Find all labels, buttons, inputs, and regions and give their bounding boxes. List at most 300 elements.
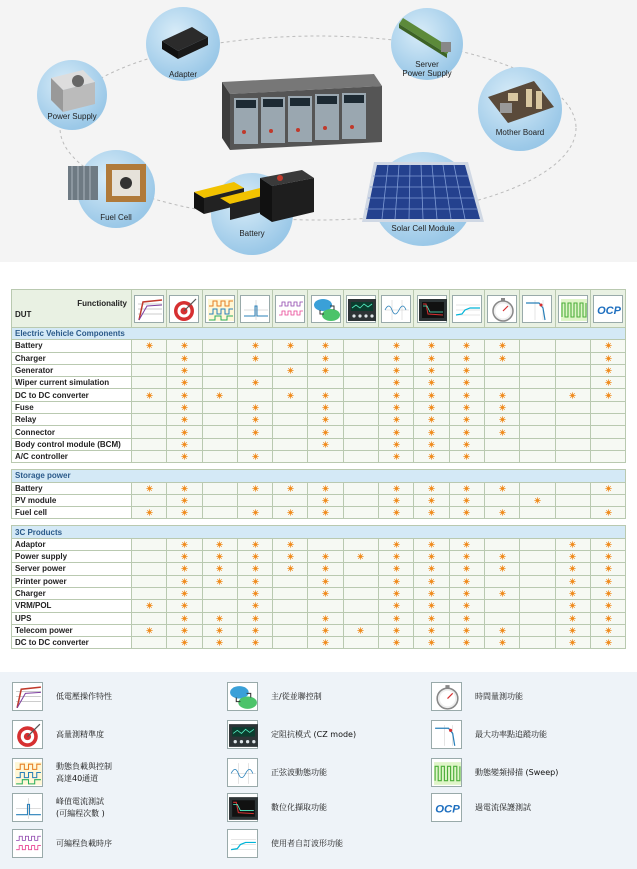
fuel-cell-label: Fuel Cell [100,213,132,222]
solar-panel-image [360,160,486,226]
matrix-cell [414,401,449,413]
applicable-mark-icon [556,578,590,585]
applicable-mark-icon [591,541,625,548]
sine-wave-icon [227,758,258,787]
table-row [12,563,626,575]
matrix-cell [308,563,343,575]
applicable-mark-icon [414,429,448,436]
matrix-cell [484,624,519,636]
peak-current-icon [12,793,43,822]
table-row [12,507,626,519]
matrix-cell [202,587,237,599]
applicable-mark-icon [167,639,201,646]
matrix-cell [273,563,308,575]
matrix-cell [414,377,449,389]
matrix-cell [484,507,519,519]
legend-label: 正弦波動態功能 [271,767,327,777]
column-header-master-slave [308,290,343,328]
applicable-mark-icon [167,553,201,560]
matrix-cell [343,600,378,612]
applicable-mark-icon [450,590,484,597]
matrix-cell [237,494,272,506]
applicable-mark-icon [167,453,201,460]
applicable-mark-icon [414,509,448,516]
row-label: Wiper current simulation [12,377,132,389]
matrix-cell [590,389,625,401]
matrix-cell [484,377,519,389]
timing-measurement-icon [431,682,462,711]
applicable-mark-icon [485,627,519,634]
section-header-row [12,526,626,538]
applicable-mark-icon [238,429,272,436]
matrix-cell [167,494,202,506]
matrix-cell [484,364,519,376]
applicable-mark-icon [485,355,519,362]
matrix-cell [308,352,343,364]
ocp-icon [593,295,623,323]
legend-label: 動態變頻掃描 (Sweep) [475,767,559,777]
mppt-icon [522,295,552,323]
matrix-cell [273,401,308,413]
matrix-cell [343,587,378,599]
applicable-mark-icon [556,615,590,622]
matrix-cell [555,389,590,401]
matrix-cell [590,624,625,636]
applicable-mark-icon [167,379,201,386]
matrix-cell [590,600,625,612]
applicable-mark-icon [414,416,448,423]
matrix-cell [449,624,484,636]
matrix-cell [167,340,202,352]
table-row [12,587,626,599]
dynamic-loading-icon [205,295,235,323]
applicable-mark-icon [450,392,484,399]
matrix-cell [449,612,484,624]
applicable-mark-icon [238,379,272,386]
matrix-cell [590,587,625,599]
applicable-mark-icon [238,416,272,423]
application-diagram [0,0,637,262]
matrix-cell [484,538,519,550]
applicable-mark-icon [238,615,272,622]
matrix-cell [167,612,202,624]
matrix-cell [237,538,272,550]
applicable-mark-icon [379,565,413,572]
matrix-cell [414,563,449,575]
row-label: Body control module (BCM) [12,438,132,450]
matrix-cell [132,575,167,587]
matrix-cell [379,587,414,599]
applicable-mark-icon [238,565,272,572]
matrix-cell [132,538,167,550]
applicable-mark-icon [379,404,413,411]
applicable-mark-icon [485,590,519,597]
matrix-cell [449,364,484,376]
matrix-cell [379,637,414,649]
matrix-cell [202,600,237,612]
matrix-cell [237,551,272,563]
applicable-mark-icon [308,497,342,504]
matrix-cell [237,482,272,494]
legend-item-dynamic-loading [12,758,112,787]
applicable-mark-icon [414,541,448,548]
applicable-mark-icon [556,627,590,634]
matrix-cell [449,587,484,599]
applicable-mark-icon [167,627,201,634]
matrix-cell [590,414,625,426]
matrix-cell [273,482,308,494]
matrix-cell [273,389,308,401]
legend-item-sine-wave [227,758,327,787]
applicable-mark-icon [414,565,448,572]
applicable-mark-icon [132,392,166,399]
matrix-cell [202,352,237,364]
matrix-cell [484,612,519,624]
matrix-cell [590,494,625,506]
applicable-mark-icon [238,541,272,548]
applicable-mark-icon [591,565,625,572]
matrix-cell [449,575,484,587]
legend-label: 主/從並聯控制 [271,691,322,701]
applicable-mark-icon [238,404,272,411]
matrix-cell [132,494,167,506]
matrix-cell [308,364,343,376]
matrix-cell [555,600,590,612]
applicable-mark-icon [556,541,590,548]
applicable-mark-icon [591,367,625,374]
matrix-cell [237,612,272,624]
applicable-mark-icon [556,639,590,646]
legend-item-ocp [431,793,531,822]
matrix-cell [237,352,272,364]
matrix-cell [343,507,378,519]
matrix-cell [520,426,555,438]
matrix-cell [555,364,590,376]
matrix-cell [520,482,555,494]
matrix-cell [520,538,555,550]
applicable-mark-icon [203,639,237,646]
applicable-mark-icon [414,485,448,492]
matrix-cell [484,587,519,599]
matrix-cell [520,414,555,426]
matrix-cell [132,551,167,563]
matrix-cell [343,401,378,413]
matrix-cell [520,624,555,636]
matrix-cell [379,575,414,587]
matrix-cell [520,364,555,376]
matrix-cell [520,612,555,624]
matrix-cell [273,612,308,624]
applicable-mark-icon [450,367,484,374]
matrix-cell [520,507,555,519]
applicable-mark-icon [450,342,484,349]
matrix-cell [590,551,625,563]
row-label: Printer power [12,575,132,587]
matrix-cell [414,426,449,438]
applicable-mark-icon [308,509,342,516]
fuel-cell-image [66,158,158,206]
legend-item-digitizing [227,793,327,822]
matrix-cell [308,637,343,649]
matrix-cell [555,482,590,494]
matrix-cell [308,494,343,506]
applicable-mark-icon [414,553,448,560]
matrix-cell [167,551,202,563]
table-row [12,377,626,389]
matrix-cell [379,377,414,389]
applicable-mark-icon [450,541,484,548]
matrix-cell [343,438,378,450]
matrix-cell [237,401,272,413]
matrix-cell [379,389,414,401]
matrix-cell [202,426,237,438]
matrix-cell [449,563,484,575]
matrix-cell [237,389,272,401]
applicable-mark-icon [379,441,413,448]
applicable-mark-icon [308,590,342,597]
applicable-mark-icon [591,379,625,386]
ocp-icon [431,793,462,822]
applicable-mark-icon [167,441,201,448]
matrix-cell [555,414,590,426]
legend-item-timing-measurement [431,682,523,711]
matrix-cell [590,612,625,624]
table-row [12,352,626,364]
matrix-cell [484,426,519,438]
matrix-cell [343,482,378,494]
matrix-cell [590,377,625,389]
table-row [12,414,626,426]
applicable-mark-icon [591,615,625,622]
matrix-cell [343,563,378,575]
matrix-cell [167,352,202,364]
legend-item-sweep [431,758,558,787]
matrix-cell [379,563,414,575]
applicable-mark-icon [414,602,448,609]
matrix-cell [237,637,272,649]
table-row [12,401,626,413]
matrix-cell [449,340,484,352]
applicable-mark-icon [308,429,342,436]
matrix-cell [484,389,519,401]
matrix-cell [202,551,237,563]
matrix-cell [520,600,555,612]
applicable-mark-icon [379,509,413,516]
applicable-mark-icon [414,355,448,362]
matrix-cell [379,414,414,426]
applicable-mark-icon [308,342,342,349]
row-label: VRM/POL [12,600,132,612]
matrix-cell [308,438,343,450]
applicable-mark-icon [450,509,484,516]
matrix-cell [520,587,555,599]
section-header-row [12,328,626,340]
matrix-cell [343,352,378,364]
matrix-cell [414,624,449,636]
applicable-mark-icon [308,485,342,492]
matrix-cell [308,389,343,401]
matrix-cell [132,389,167,401]
programmable-sequence-icon [12,829,43,858]
matrix-cell [237,563,272,575]
header-corner-cell [12,290,132,328]
matrix-cell [590,438,625,450]
matrix-cell [449,389,484,401]
matrix-cell [273,538,308,550]
applicable-mark-icon [556,602,590,609]
electronic-load-mainframe-image [214,72,384,150]
applicable-mark-icon [167,392,201,399]
column-header-dynamic-loading [202,290,237,328]
matrix-cell [520,575,555,587]
matrix-cell [379,538,414,550]
matrix-cell [555,340,590,352]
matrix-cell [520,438,555,450]
matrix-cell [555,575,590,587]
matrix-cell [167,563,202,575]
table-header-row [12,290,626,328]
applicable-mark-icon [485,342,519,349]
row-label: Telecom power [12,624,132,636]
column-header-sweep [555,290,590,328]
row-label: PV module [12,494,132,506]
dynamic-loading-icon [12,758,43,787]
row-label: Adaptor [12,538,132,550]
column-header-peak-current [237,290,272,328]
matrix-cell [132,340,167,352]
matrix-cell [273,600,308,612]
matrix-cell [167,414,202,426]
applicable-mark-icon [167,578,201,585]
matrix-cell [379,450,414,462]
applicable-mark-icon [379,485,413,492]
applicable-mark-icon [167,615,201,622]
master-slave-icon [227,682,258,711]
matrix-cell [132,414,167,426]
matrix-cell [308,340,343,352]
mother-board-label: Mother Board [495,128,545,137]
applicable-mark-icon [485,429,519,436]
column-header-low-voltage [132,290,167,328]
matrix-cell [308,507,343,519]
matrix-cell [237,340,272,352]
matrix-cell [167,426,202,438]
applicable-mark-icon [167,509,201,516]
matrix-cell [414,340,449,352]
mppt-icon [431,720,462,749]
matrix-cell [202,482,237,494]
applicable-mark-icon [238,578,272,585]
matrix-cell [167,482,202,494]
row-label: Generator [12,364,132,376]
applicable-mark-icon [591,639,625,646]
matrix-cell [273,377,308,389]
matrix-cell [449,551,484,563]
matrix-cell [555,612,590,624]
applicable-mark-icon [591,627,625,634]
matrix-cell [202,575,237,587]
applicable-mark-icon [203,553,237,560]
applicable-mark-icon [485,416,519,423]
low-voltage-icon [134,295,164,323]
row-label: Fuse [12,401,132,413]
matrix-cell [555,377,590,389]
section-header-row [12,470,626,482]
table-row [12,438,626,450]
matrix-cell [555,538,590,550]
applicable-mark-icon [203,392,237,399]
section-spacer [12,463,626,470]
matrix-cell [273,364,308,376]
applicable-mark-icon [379,392,413,399]
column-header-mppt [520,290,555,328]
matrix-cell [484,637,519,649]
matrix-cell [449,637,484,649]
matrix-cell [167,507,202,519]
legend-item-user-waveform [227,829,343,858]
battery-label: Battery [239,229,265,238]
matrix-cell [132,482,167,494]
matrix-cell [237,575,272,587]
dut-header: DUT [15,310,32,319]
applicable-mark-icon [450,497,484,504]
sine-wave-icon [381,295,411,323]
digitizing-icon [227,793,258,822]
applicable-mark-icon [379,367,413,374]
precision-target-icon [12,720,43,749]
applicable-mark-icon [414,404,448,411]
applicable-mark-icon [167,355,201,362]
applicable-mark-icon [238,453,272,460]
matrix-cell [202,507,237,519]
matrix-cell [343,426,378,438]
applicable-mark-icon [238,553,272,560]
matrix-cell [555,551,590,563]
matrix-cell [449,507,484,519]
matrix-cell [167,364,202,376]
matrix-cell [449,438,484,450]
applicable-mark-icon [273,553,307,560]
applicable-mark-icon [414,379,448,386]
applicable-mark-icon [308,441,342,448]
cz-mode-icon [346,295,376,323]
digitizing-icon [417,295,447,323]
legend-label: 使用者自訂波形功能 [271,838,343,848]
legend-item-programmable-sequence [12,829,112,858]
matrix-cell [484,340,519,352]
matrix-cell [237,438,272,450]
matrix-cell [343,377,378,389]
applicable-mark-icon [132,509,166,516]
legend-label: 低電壓操作特性 [56,691,112,701]
applicable-mark-icon [167,429,201,436]
applicable-mark-icon [132,485,166,492]
legend-item-peak-current [12,793,105,822]
applicable-mark-icon [556,392,590,399]
row-label: Power supply [12,551,132,563]
matrix-cell [132,637,167,649]
applicable-mark-icon [450,453,484,460]
matrix-cell [379,624,414,636]
matrix-cell [343,414,378,426]
matrix-cell [555,507,590,519]
applicable-mark-icon [379,355,413,362]
applicable-mark-icon [273,509,307,516]
matrix-cell [237,450,272,462]
applicable-mark-icon [414,497,448,504]
applicable-mark-icon [414,367,448,374]
matrix-cell [555,624,590,636]
